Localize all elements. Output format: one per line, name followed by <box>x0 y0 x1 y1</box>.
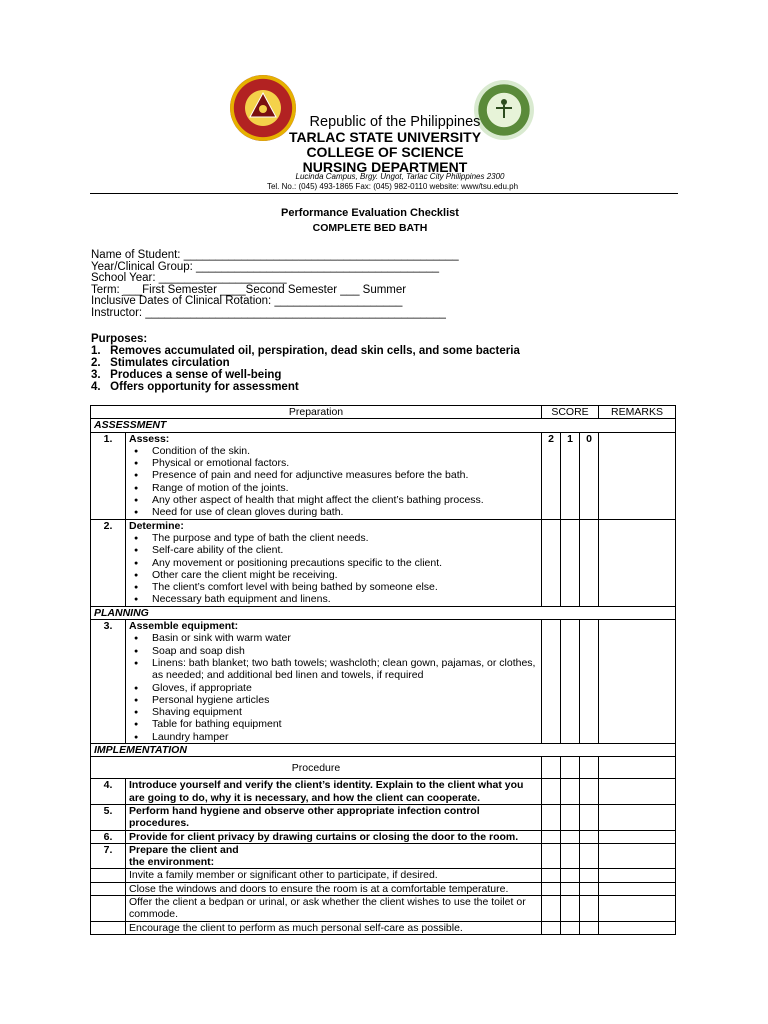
republic-line: Republic of the Philippines <box>309 114 481 130</box>
step-number: 6. <box>91 830 126 843</box>
remarks-cell[interactable] <box>599 882 676 895</box>
remarks-cell[interactable] <box>599 869 676 882</box>
score-cell[interactable] <box>580 519 599 606</box>
contact-line: Tel. No.: (045) 493-1865 Fax: (045) 982-0110 website: www/tsu.edu.ph <box>266 182 519 191</box>
university-name: TARLAC STATE UNIVERSITY <box>288 129 482 145</box>
score-cell[interactable] <box>561 921 580 934</box>
list-item: ● Range of motion of the joints. <box>129 482 538 494</box>
score-cell[interactable] <box>542 804 561 830</box>
score-cell <box>542 757 561 779</box>
score-cell[interactable] <box>542 830 561 843</box>
list-item: ● Shaving equipment <box>129 706 538 718</box>
section-implementation: IMPLEMENTATION <box>91 744 676 757</box>
list-item: ● Basin or sink with warm water <box>129 632 538 644</box>
sub-step-text: Invite a family member or significant other to participate, if desired. <box>126 869 542 882</box>
step-number: 2. <box>91 519 126 606</box>
table-row <box>91 882 676 895</box>
table-row <box>91 779 676 805</box>
sub-step-text: Offer the client a bedpan or urinal, or ask whether the client wishes to use the toilet or commode. <box>126 895 542 921</box>
list-item: ● Condition of the skin. <box>129 445 538 457</box>
score-cell[interactable] <box>561 830 580 843</box>
instructor-field[interactable]: Instructor: _______________________________________________ <box>91 306 446 319</box>
sub-step-text: Encourage the client to perform as much personal self-care as possible. <box>126 921 542 934</box>
score-cell[interactable] <box>542 921 561 934</box>
sub-step-text: Close the windows and doors to ensure the room is at a comfortable temperature. <box>126 882 542 895</box>
score-cell <box>561 757 580 779</box>
score-cell[interactable] <box>580 921 599 934</box>
address-line: Lucinda Campus, Brgy. Ungot, Tarlac City Philippines 2300 <box>295 172 505 181</box>
list-item: ● Other care the client might be receiving. <box>129 569 538 581</box>
college-name: COLLEGE OF SCIENCE <box>306 144 464 160</box>
list-item: ● Physical or emotional factors. <box>129 457 538 469</box>
section-assessment: ASSESSMENT <box>91 419 676 432</box>
col-preparation: Preparation <box>91 406 542 419</box>
remarks-cell[interactable] <box>599 432 676 519</box>
step-title: Determine: <box>129 519 184 532</box>
step-number: 4. <box>91 779 126 805</box>
rotation-dates-field[interactable]: Inclusive Dates of Clinical Rotation: ____________________ <box>91 295 403 307</box>
remarks-cell[interactable] <box>599 895 676 921</box>
score-cell[interactable] <box>542 843 561 869</box>
table-row <box>91 432 676 519</box>
term-field[interactable]: Term: ___First Semester ____Second Semester ___ Summer <box>91 283 407 296</box>
list-item: ● The purpose and type of bath the client needs. <box>129 532 538 544</box>
table-row <box>91 620 676 744</box>
table-row <box>91 895 676 921</box>
list-item: ● Self-care ability of the client. <box>129 544 538 556</box>
list-item: ● Presence of pain and need for adjunctive measures before the bath. <box>129 469 538 481</box>
remarks-cell[interactable] <box>599 804 676 830</box>
remarks-cell[interactable] <box>599 779 676 805</box>
list-item: ● Table for bathing equipment <box>129 718 538 730</box>
score-cell[interactable] <box>542 620 561 744</box>
list-item: ● The client’s comfort level with being bathed by someone else. <box>129 581 538 593</box>
score-cell[interactable] <box>561 779 580 805</box>
table-row <box>91 804 676 830</box>
score-1-header[interactable]: 1 <box>561 432 580 519</box>
step-number <box>91 869 126 882</box>
step-text: Introduce yourself and verify the client’s identity. Explain to the client what you are going to do, why it is necessary, and how the client can cooperate. <box>126 779 542 805</box>
score-cell[interactable] <box>561 804 580 830</box>
col-remarks: REMARKS <box>599 406 676 419</box>
step-number: 1. <box>91 432 126 519</box>
list-item: ● Soap and soap dish <box>129 645 538 657</box>
table-row <box>91 843 676 869</box>
score-cell[interactable] <box>561 620 580 744</box>
step-text: Perform hand hygiene and observe other appropriate infection control procedures. <box>126 804 542 830</box>
step-content <box>126 620 542 744</box>
table-row <box>91 869 676 882</box>
score-cell[interactable] <box>542 895 561 921</box>
score-cell[interactable] <box>561 869 580 882</box>
score-cell[interactable] <box>580 830 599 843</box>
list-item: ● Any other aspect of health that might affect the client’s bathing process. <box>129 494 538 506</box>
bullet-list <box>129 632 538 743</box>
list-item: ● Linens: bath blanket; two bath towels; washcloth; clean gown, pajamas, or clothes, as needed; and additional bed linen and towels, if required <box>129 657 538 682</box>
score-cell[interactable] <box>580 882 599 895</box>
score-cell[interactable] <box>580 620 599 744</box>
score-cell[interactable] <box>561 895 580 921</box>
section-row-planning <box>91 606 676 619</box>
step-content <box>126 519 542 606</box>
table-row <box>91 830 676 843</box>
school-year-field[interactable]: School Year: ____________________ <box>91 272 287 284</box>
remarks-cell[interactable] <box>599 620 676 744</box>
score-cell[interactable] <box>542 869 561 882</box>
procedure-heading: Procedure <box>91 757 542 779</box>
step-number: 7. <box>91 843 126 869</box>
step-number <box>91 895 126 921</box>
score-cell[interactable] <box>542 519 561 606</box>
score-cell[interactable] <box>542 779 561 805</box>
procedure-row <box>91 757 676 779</box>
score-cell[interactable] <box>561 882 580 895</box>
score-cell[interactable] <box>580 869 599 882</box>
score-cell <box>580 757 599 779</box>
step-number: 5. <box>91 804 126 830</box>
list-item: ● Laundry hamper <box>129 731 538 743</box>
col-score: SCORE <box>542 406 599 419</box>
purpose-item: 4. Offers opportunity for assessment <box>91 381 299 393</box>
list-item: ● Need for use of clean gloves during bath. <box>129 506 538 518</box>
section-planning: PLANNING <box>91 606 676 619</box>
purposes-heading: Purposes: <box>91 333 148 345</box>
clinical-group-field[interactable]: Year/Clinical Group: ______________________________________ <box>91 260 440 273</box>
score-cell[interactable] <box>580 843 599 869</box>
step-text: Provide for client privacy by drawing curtains or closing the door to the room. <box>126 830 542 843</box>
remarks-cell[interactable] <box>599 843 676 869</box>
step-text: Prepare the client and the environment: <box>126 843 542 869</box>
list-item: ● Personal hygiene articles <box>129 694 538 706</box>
step-title: Assess: <box>129 432 170 445</box>
step-content <box>126 432 542 519</box>
student-name-field[interactable]: Name of Student: ___________________________________________ <box>91 249 459 261</box>
section-row-implementation <box>91 744 676 757</box>
bullet-list <box>129 445 538 519</box>
table-header-row <box>91 406 676 419</box>
score-0-header[interactable]: 0 <box>580 432 599 519</box>
score-cell[interactable] <box>561 843 580 869</box>
list-item: ● Any movement or positioning precautions specific to the client. <box>129 557 538 569</box>
score-cell[interactable] <box>561 519 580 606</box>
bullet-list <box>129 532 538 606</box>
header-divider <box>90 193 678 194</box>
step-title: Assemble equipment: <box>129 620 239 633</box>
remarks-cell[interactable] <box>599 830 676 843</box>
purpose-item: 3. Produces a sense of well-being <box>91 369 282 381</box>
table-row <box>91 519 676 606</box>
score-cell[interactable] <box>580 804 599 830</box>
remarks-cell[interactable] <box>599 921 676 934</box>
step-number: 3. <box>91 620 126 744</box>
step-number <box>91 882 126 895</box>
score-cell[interactable] <box>580 895 599 921</box>
purpose-item: 2. Stimulates circulation <box>91 357 230 369</box>
score-cell[interactable] <box>542 882 561 895</box>
doc-subtitle: COMPLETE BED BATH <box>312 222 428 234</box>
remarks-cell[interactable] <box>599 519 676 606</box>
remarks-cell <box>599 757 676 779</box>
doc-title: Performance Evaluation Checklist <box>281 207 459 219</box>
list-item: ● Gloves, if appropriate <box>129 682 538 694</box>
section-row-assessment <box>91 419 676 432</box>
checklist-table <box>90 405 676 935</box>
purpose-item: 1. Removes accumulated oil, perspiration, dead skin cells, and some bacteria <box>91 345 520 357</box>
department-name: NURSING DEPARTMENT <box>302 159 468 175</box>
score-cell[interactable] <box>580 779 599 805</box>
table-row <box>91 921 676 934</box>
score-2-header[interactable]: 2 <box>542 432 561 519</box>
list-item: ● Necessary bath equipment and linens. <box>129 593 538 605</box>
step-number <box>91 921 126 934</box>
